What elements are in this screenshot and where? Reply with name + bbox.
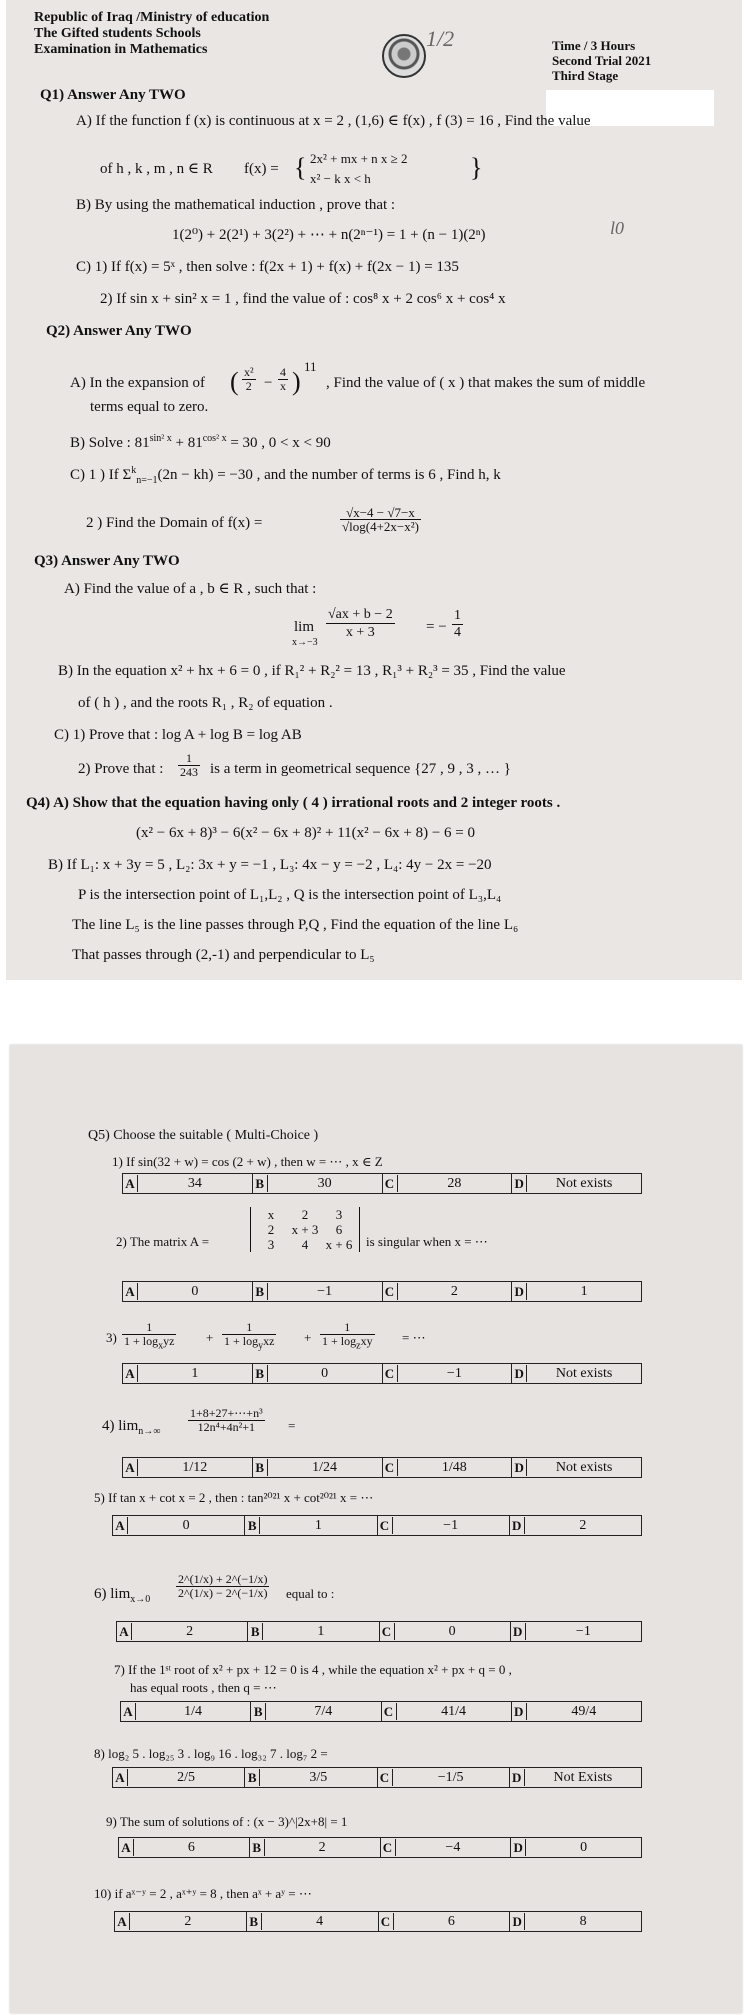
q5-item3-options — [122, 1363, 642, 1384]
q5-item5: 5) If tan x + cot x = 2 , then : tan²⁰²¹ x + cot²⁰²¹ x = ⋯ — [94, 1490, 374, 1505]
q5-item7-options — [120, 1701, 642, 1722]
q5-item9: 9) The sum of solutions of : (x − 3)^|2x+8| = 1 — [106, 1814, 348, 1829]
option-a[interactable]: A 6 — [119, 1838, 250, 1857]
option-a[interactable]: A 2/5 — [113, 1768, 245, 1787]
q2-paren-close: ) — [292, 367, 301, 396]
handwritten-score-mark: l0 — [610, 218, 625, 238]
q3-c2-frac: $\frac{1}{243}$ — [180, 751, 198, 779]
q3-b-line1: B) In the equation x² + hx + 6 = 0 , if R₁² + R₂² = 13 , R₁³ + R₂³ = 35 , Find the value — [58, 663, 566, 679]
q2-minus: − — [264, 375, 273, 391]
q4-b-line4: That passes through (2,-1) and perpendicular to L₅ — [72, 947, 375, 963]
option-b[interactable]: B 1 — [248, 1622, 379, 1641]
ministry-seal — [382, 34, 426, 78]
q1-b-formula: 1(2⁰) + 2(2¹) + 3(2²) + ⋯ + n(2ⁿ⁻¹) = 1 + (n − 1)(2ⁿ) — [172, 227, 486, 243]
option-d[interactable]: D 0 — [511, 1838, 641, 1857]
option-b[interactable]: B 1/24 — [253, 1458, 383, 1477]
q5-item4-lim: 4) $\lim_{n\to\infty}$ — [102, 1418, 161, 1437]
q2-paren-open: ( — [230, 367, 239, 396]
option-c[interactable]: C 0 — [380, 1622, 511, 1641]
option-c[interactable]: C 28 — [383, 1174, 513, 1193]
option-a[interactable]: A 0 — [123, 1282, 253, 1301]
q5-item4-options — [122, 1457, 642, 1478]
option-d[interactable]: D 8 — [510, 1912, 641, 1931]
q3-c2-pre: 2) Prove that : — [78, 761, 164, 777]
q5-item3-plus2: + — [304, 1330, 312, 1345]
q2-b: B) Solve : $81^{sin^2 x} + 81^{cos^2 x} = 30$ , 0 < x < 90 — [70, 433, 331, 451]
q1-c1: C) 1) If f(x) = 5ˣ , then solve : f(2x + 1) + f(x) + f(2x − 1) = 135 — [76, 259, 459, 275]
option-c[interactable]: C 1/48 — [383, 1458, 513, 1477]
q5-item8-options — [112, 1767, 642, 1788]
q4-b-line2: P is the intersection point of L₁,L₂ , Q is the intersection point of L₃,L₄ — [78, 887, 502, 903]
option-c[interactable]: C −1 — [383, 1364, 513, 1383]
q3-a-line1: A) Find the value of a , b ∈ R , such that : — [64, 581, 317, 597]
q3-rhs-frac: $\frac{1}{4}$ — [454, 608, 461, 640]
q4-b-line3: The line L₅ is the line passes through P,Q , Find the equation of the line L₆ — [72, 917, 519, 933]
option-d[interactable]: D −1 — [511, 1622, 641, 1641]
q5-title: Q5) Choose the suitable ( Multi-Choice ) — [88, 1128, 319, 1143]
option-d[interactable]: D Not exists — [512, 1364, 641, 1383]
q2-frac-b: $\frac{4}{x}$ — [280, 365, 286, 393]
option-a[interactable]: A 1/12 — [123, 1458, 253, 1477]
q5-item3-label: 3) — [106, 1330, 117, 1345]
q2-c2-pre: 2 ) Find the Domain of f(x) = — [86, 515, 263, 531]
option-b[interactable]: B 2 — [250, 1838, 381, 1857]
q5-item1-options — [122, 1173, 642, 1194]
option-c[interactable]: C −4 — [381, 1838, 512, 1857]
q5-item6-options — [116, 1621, 642, 1642]
q3-title: Q3) Answer Any TWO — [34, 553, 180, 569]
exam-page-1 — [6, 0, 742, 980]
q5-item6-post: equal to : — [286, 1586, 335, 1601]
q4-a-equation: (x² − 6x + 8)³ − 6(x² − 6x + 8)² + 11(x² − 6x + 8) − 6 = 0 — [136, 825, 475, 841]
q2-a-line2: terms equal to zero. — [90, 399, 209, 415]
handwritten-page-mark: 1/2 — [426, 26, 455, 51]
option-b[interactable]: B 30 — [253, 1174, 383, 1193]
q5-item3-eq: = ⋯ — [402, 1330, 426, 1345]
option-b[interactable]: B −1 — [253, 1282, 383, 1301]
option-c[interactable]: C 41/4 — [382, 1702, 512, 1721]
q1-piece1: 2x² + mx + n x ≥ 2 — [310, 151, 408, 166]
q2-exponent: 11 — [304, 359, 317, 374]
q4-b-line1: B) If L₁: x + 3y = 5 , L₂: 3x + y = −1 , L₃: 4x − y = −2 , L₄: 4y − 2x = −20 — [48, 857, 492, 873]
q2-frac-a: $\frac{\text{x²}}{2}$ — [244, 365, 254, 393]
q1-title: Q1) Answer Any TWO — [40, 87, 186, 103]
q3-lim-sub: x→−3 — [292, 637, 318, 648]
q1-c2: 2) If sin x + sin² x = 1 , find the value of : cos⁸ x + 2 cos⁶ x + cos⁴ x — [100, 291, 506, 307]
q2-a-post: , Find the value of ( x ) that makes the sum of middle — [326, 375, 646, 391]
option-b[interactable]: B 4 — [247, 1912, 379, 1931]
q5-item3-plus1: + — [206, 1330, 214, 1345]
exam-page-2 — [10, 1045, 742, 2013]
q5-item2-post: is singular when x = ⋯ — [366, 1234, 488, 1249]
q3-eq: = − — [426, 619, 447, 635]
q5-item6-lim: 6) $\lim_{x\to 0}$ — [94, 1586, 151, 1605]
option-c[interactable]: C 2 — [383, 1282, 513, 1301]
q3-lim-frac: $\frac{√ax + b - 2}{x + 3}$ — [328, 607, 393, 640]
q1-b-line1: B) By using the mathematical induction , prove that : — [76, 197, 396, 213]
q5-item3-term3: 1 $1 + \log_zxy$ — [322, 1320, 373, 1352]
q5-item2-options — [122, 1281, 642, 1302]
q5-item10: 10) if aˣ⁻ʸ = 2 , aˣ⁺ʸ = 8 , then aˣ + aʸ = ⋯ — [94, 1886, 312, 1901]
option-a[interactable]: A 1 — [123, 1364, 253, 1383]
option-d[interactable]: D 2 — [510, 1516, 641, 1535]
q1-a-fx: f(x) = — [244, 161, 279, 177]
q5-item6-frac: $\frac{2\^{}(1/x) + 2\^{}(-1/x)}{2\^{}(1/x) - 2\^{}(-1/x)}$ — [178, 1572, 268, 1600]
q5-item4-eq: = — [288, 1418, 296, 1433]
q1-brace-close: } — [470, 153, 483, 182]
option-d[interactable]: D 49/4 — [512, 1702, 641, 1721]
option-d[interactable]: D Not exists — [512, 1458, 641, 1477]
q5-item5-options — [112, 1515, 642, 1536]
q1-brace-open: { — [294, 153, 307, 182]
q5-item10-options — [114, 1911, 642, 1932]
q5-item8: 8) log₂ 5 . log₂₅ 3 . log₉ 16 . log₃₂ 7 . log₇ 2 = — [94, 1746, 328, 1761]
option-a[interactable]: A 2 — [117, 1622, 248, 1641]
q1-a-line2: of h , k , m , n ∈ R — [100, 161, 213, 177]
q2-a-pre: A) In the expansion of — [70, 375, 205, 391]
q5-item4-frac: $\frac{\text{1+8+27+⋯+n³}}{\text{12n⁴+4n²+1}}$ — [190, 1406, 263, 1434]
q4-a-line1: Q4) A) Show that the equation having only ( 4 ) irrational roots and 2 integer roots . — [26, 795, 561, 811]
option-a[interactable]: A 34 — [123, 1174, 253, 1193]
option-b[interactable]: B 3/5 — [245, 1768, 377, 1787]
q3-c1: C) 1) Prove that : log A + log B = log AB — [54, 727, 302, 743]
option-c[interactable]: C −1/5 — [378, 1768, 510, 1787]
q5-item1: 1) If sin(32 + w) = cos (2 + w) , then w = ⋯ , x ∈ Z — [112, 1154, 383, 1169]
q3-b-line2: of ( h ) , and the roots R₁ , R₂ of equation . — [78, 695, 333, 711]
q5-item3-term1: 1 $1 + \log_xyz$ — [124, 1320, 175, 1352]
option-a[interactable]: A 2 — [115, 1912, 247, 1931]
q1-a-line1: A) If the function f (x) is continuous at x = 2 , (1,6) ∈ f(x) , f (3) = 16 , Find the value — [76, 113, 591, 129]
q5-matrix: x 2 3 2 x + 3 6 3 4 x + 6 — [250, 1207, 360, 1252]
q5-item7-line2: has equal roots , then q = ⋯ — [130, 1680, 277, 1695]
q2-title: Q2) Answer Any TWO — [46, 323, 192, 339]
option-d[interactable]: D Not exists — [512, 1174, 641, 1193]
header-right: Time / 3 Hours Second Trial 2021 Third Stage — [552, 38, 652, 83]
q1-piece2: x² − k x < h — [310, 171, 371, 186]
q5-item2-pre: 2) The matrix A = — [116, 1234, 210, 1249]
q5-item9-options — [118, 1837, 642, 1858]
option-c[interactable]: C −1 — [378, 1516, 510, 1535]
option-a[interactable]: A 0 — [113, 1516, 245, 1535]
option-a[interactable]: A 1/4 — [121, 1702, 251, 1721]
q5-item7-line1: 7) If the 1ˢᵗ root of x² + px + 12 = 0 is 4 , while the equation x² + px + q = 0 , — [114, 1662, 512, 1677]
option-b[interactable]: B 0 — [253, 1364, 383, 1383]
q2-c2-frac: $\frac{√x-4 - √7-x}{\text{√log(4+2x−x²)}}$ — [342, 505, 419, 534]
header-left: Republic of Iraq /Ministry of education The Gifted students Schools Examination in Mathematics — [34, 10, 270, 57]
option-c[interactable]: C 6 — [379, 1912, 511, 1931]
option-b[interactable]: B 1 — [245, 1516, 377, 1535]
option-b[interactable]: B 7/4 — [251, 1702, 381, 1721]
q5-item3-term2: 1 $1 + \log_yxz$ — [224, 1320, 275, 1352]
option-d[interactable]: D 1 — [512, 1282, 641, 1301]
q2-c1: C) 1 ) If $\Sigma^k_{n=-1}(2n - kh) = -30$ , and the number of terms is 6 , Find h, k — [70, 465, 501, 486]
option-d[interactable]: D Not Exists — [510, 1768, 641, 1787]
q3-c2-post: is a term in geometrical sequence {27 , 9 , 3 , … } — [210, 761, 511, 777]
q3-lim: lim — [294, 619, 315, 635]
